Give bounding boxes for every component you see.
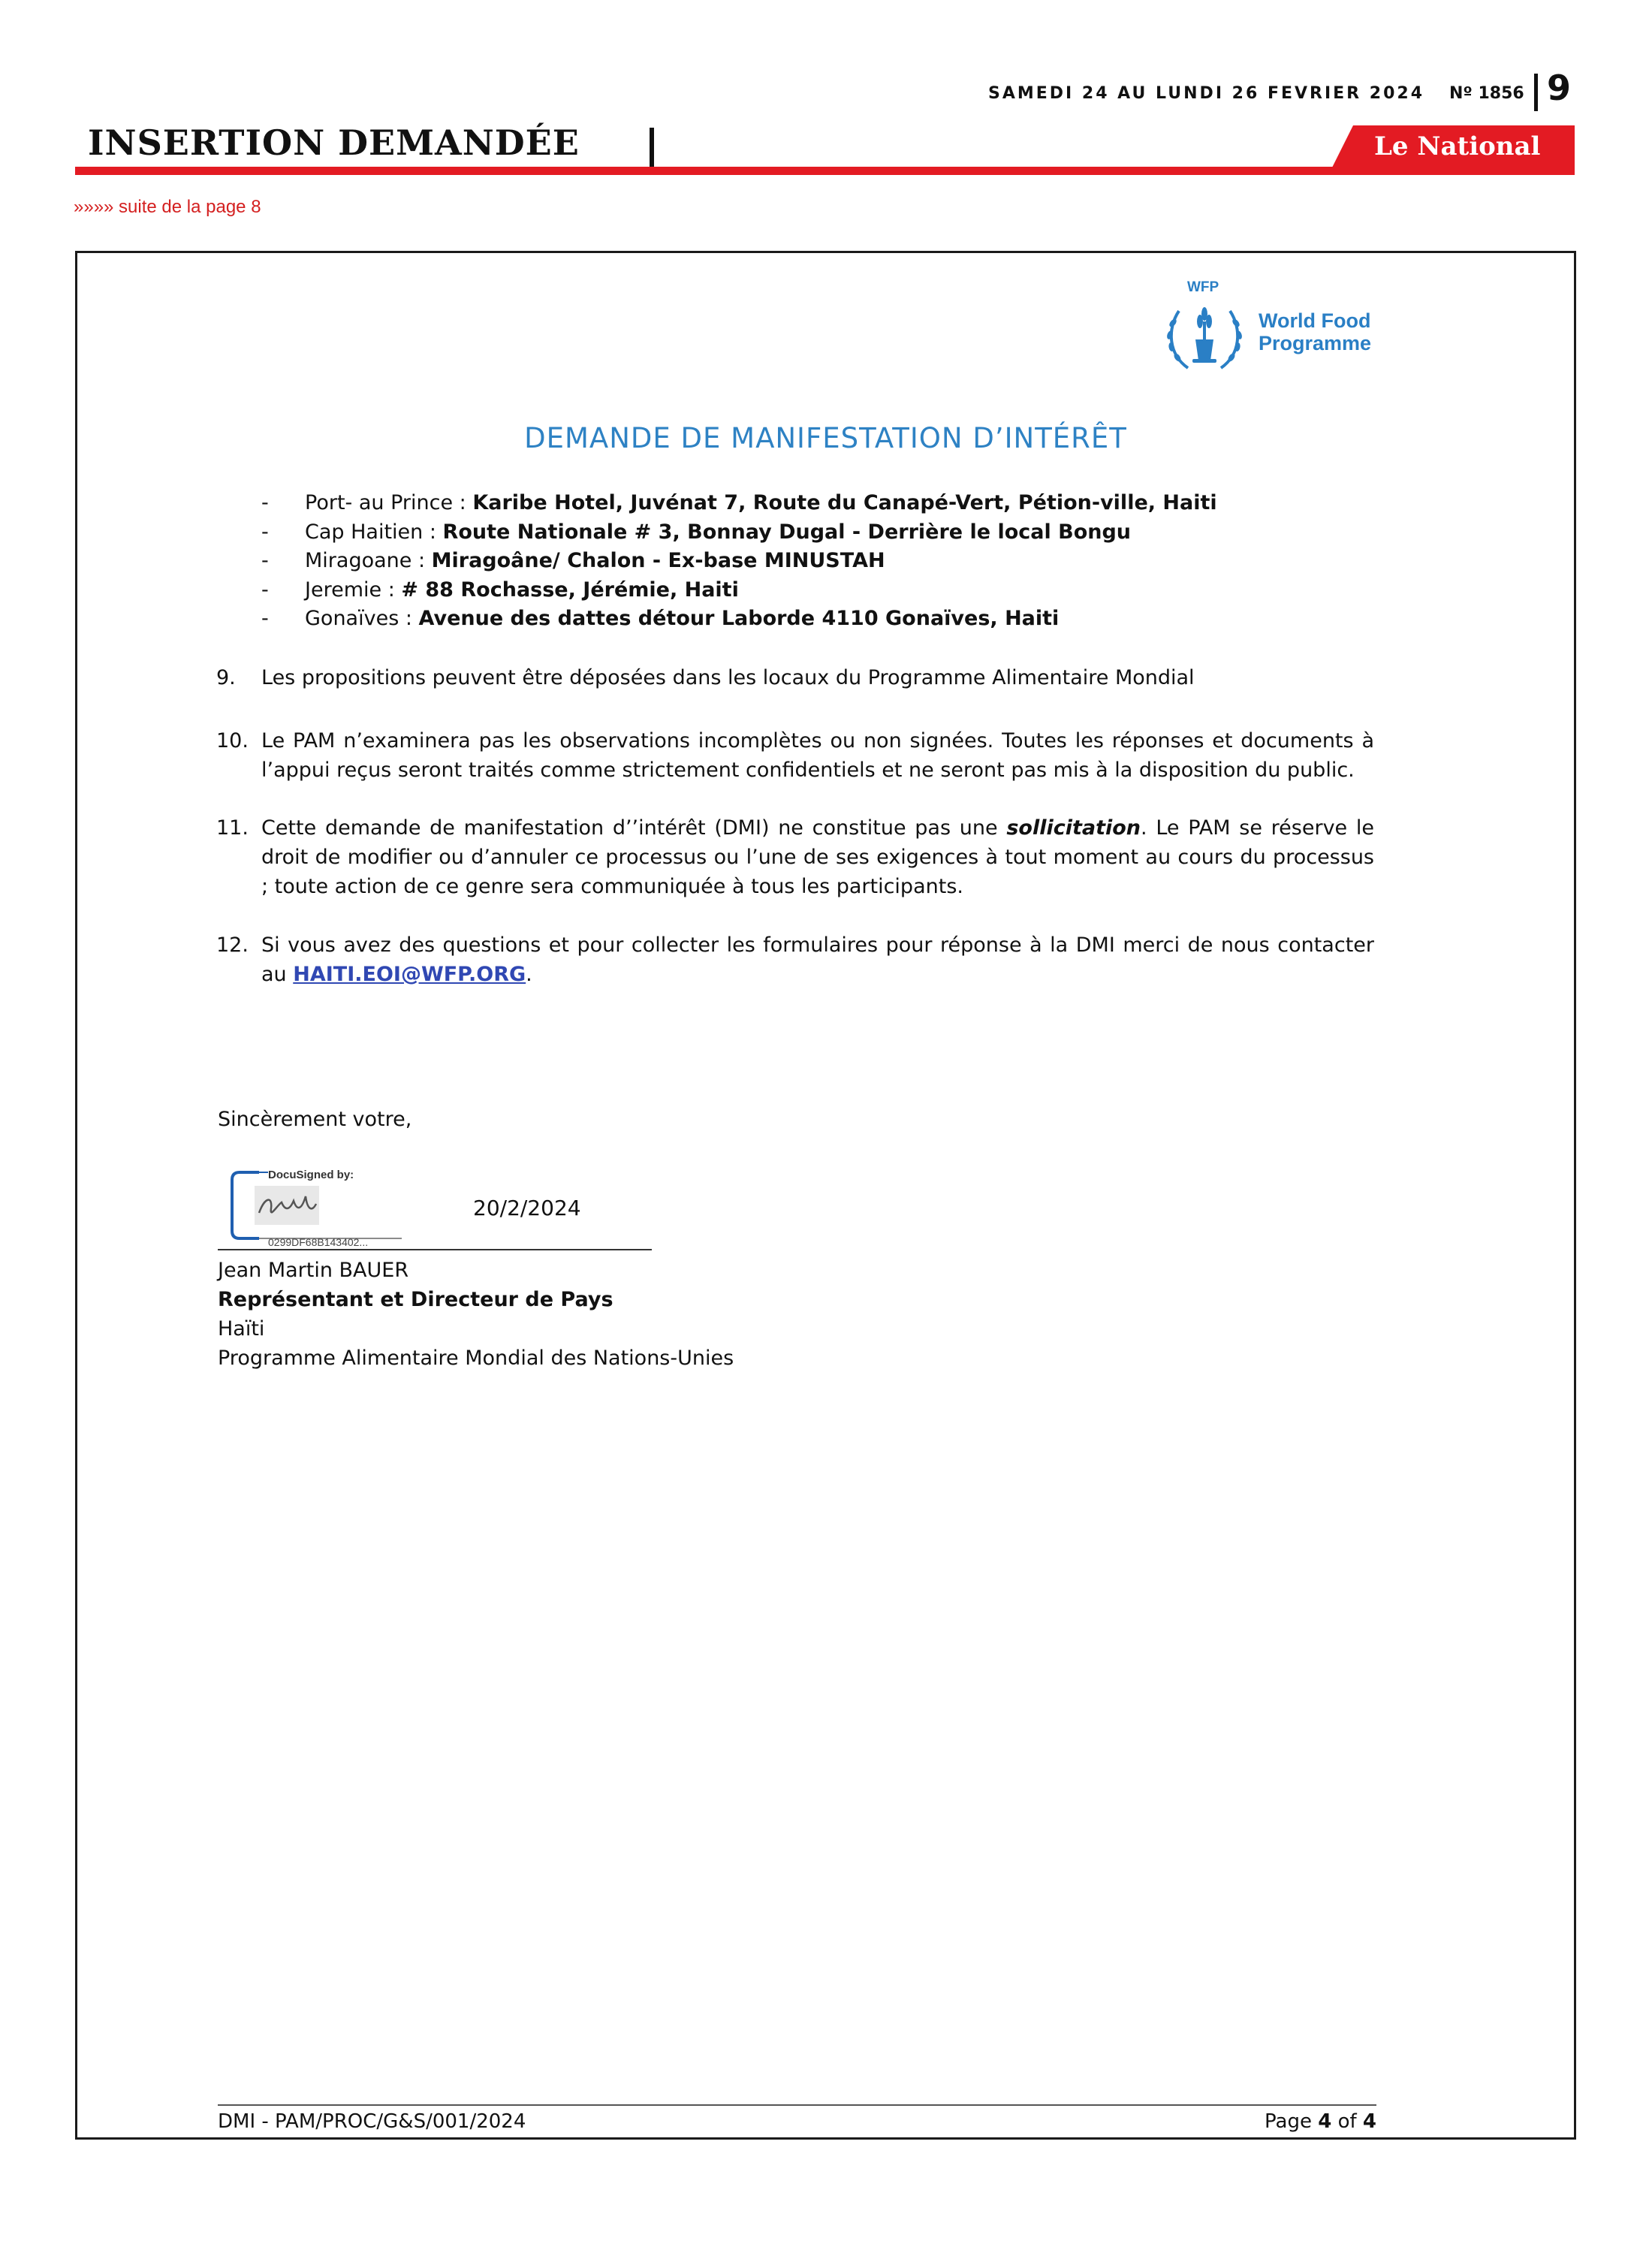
contact-email-link[interactable]: HAITI.EOI@WFP.ORG [293,963,526,986]
section-title: INSERTION DEMANDÉE [88,122,580,163]
docusign-label: DocuSigned by: [268,1169,354,1181]
document-footer-rule [218,2104,1376,2106]
section-title-bar [650,128,654,167]
item-text-continued: . Le PAM se réserve le droit de modifier ou d’annuler ce processus ou l’une de ses exigences à tout moment au cours du processus ; toute action de ce genre sera communiquée à tous les participants. [261,816,1374,898]
logo-acronym: WFP [1187,279,1219,295]
item-number: 10. [216,729,249,753]
signer-country: Haïti [218,1317,265,1341]
logo-name-line1: World Food [1259,309,1371,332]
item-text-continued: . [526,963,532,986]
page-label: Page [1265,2110,1319,2133]
document-heading: DEMANDE DE MANIFESTATION D’INTÉRÊT [524,422,1127,454]
continued-from-page: »»»» suite de la page 8 [74,197,261,217]
un-wreath-wheat-icon [1162,296,1247,380]
page-number: 9 [1547,68,1572,108]
item-text: Si vous avez des questions et pour collecter les formulaires pour réponse à la DMI merci de nous contacter au [261,933,1374,986]
location-city: Jeremie : [305,578,402,602]
list-bullet: - [261,491,269,514]
docusign-signature [229,1166,409,1247]
issue-date: SAMEDI 24 AU LUNDI 26 FEVRIER 2024 [988,84,1425,103]
item-text: Le PAM n’examinera pas les observations incomplètes ou non signées. Toutes les réponses et documents à l’appui reçus seront traités comme strictement confidentiels et ne seront pas mis à la disposition du public. [261,729,1374,782]
signature-line [218,1249,652,1250]
docusign-envelope-id: 0299DF68B143402... [268,1236,369,1247]
brand-name: Le National [1374,131,1541,161]
location-address: # 88 Rochasse, Jérémie, Haiti [401,578,739,602]
location-city: Gonaïves : [305,607,419,630]
numbered-item-12 [216,930,1374,989]
location-address: Karibe Hotel, Juvénat 7, Route du Canapé-Vert, Pétion-ville, Haiti [472,491,1217,514]
location-address: Route Nationale # 3, Bonnay Dugal - Derrière le local Bongu [442,520,1132,544]
item-text: Cette demande de manifestation d’’intérêt (DMI) ne constitue pas une [261,816,1007,840]
page-of: of [1331,2110,1363,2133]
signer-name: Jean Martin BAUER [218,1259,409,1282]
document-reference: DMI - PAM/PROC/G&S/001/2024 [218,2110,526,2133]
location-address: Miragoâne/ Chalon - Ex-base MINUSTAH [431,549,885,572]
signature-date: 20/2/2024 [473,1196,581,1220]
document-page-indicator [1262,2110,1376,2133]
numbered-item-10 [216,726,1374,785]
issue-number: Nº 1856 [1449,84,1524,103]
numbered-item-11 [216,813,1374,901]
list-bullet: - [261,578,269,602]
item-text: Les propositions peuvent être déposées dans les locaux du Programme Alimentaire Mondial [261,666,1195,689]
item-number: 11. [216,816,249,840]
location-city: Cap Haitien : [305,520,443,544]
signer-title: Représentant et Directeur de Pays [218,1288,613,1311]
wfp-logo [1162,276,1388,382]
item-number: 9. [216,666,236,689]
location-address: Avenue des dattes détour Laborde 4110 Gonaïves, Haiti [418,607,1060,630]
closing-salutation: Sincèrement votre, [218,1108,412,1131]
signer-organization: Programme Alimentaire Mondial des Nations-Unies [218,1347,734,1370]
location-city: Miragoane : [305,549,432,572]
list-bullet: - [261,549,269,572]
list-bullet: - [261,607,269,630]
page-current: 4 [1318,2110,1332,2133]
item-number: 12. [216,933,249,957]
signer-block [218,1256,734,1373]
location-city: Port- au Prince : [305,491,473,514]
logo-name-line2: Programme [1259,332,1372,354]
item-emphasis: sollicitation [1006,816,1141,840]
numbered-item-9 [216,663,1374,692]
page-number-separator [1534,74,1538,111]
page-total: 4 [1362,2110,1376,2133]
list-bullet: - [261,520,269,544]
